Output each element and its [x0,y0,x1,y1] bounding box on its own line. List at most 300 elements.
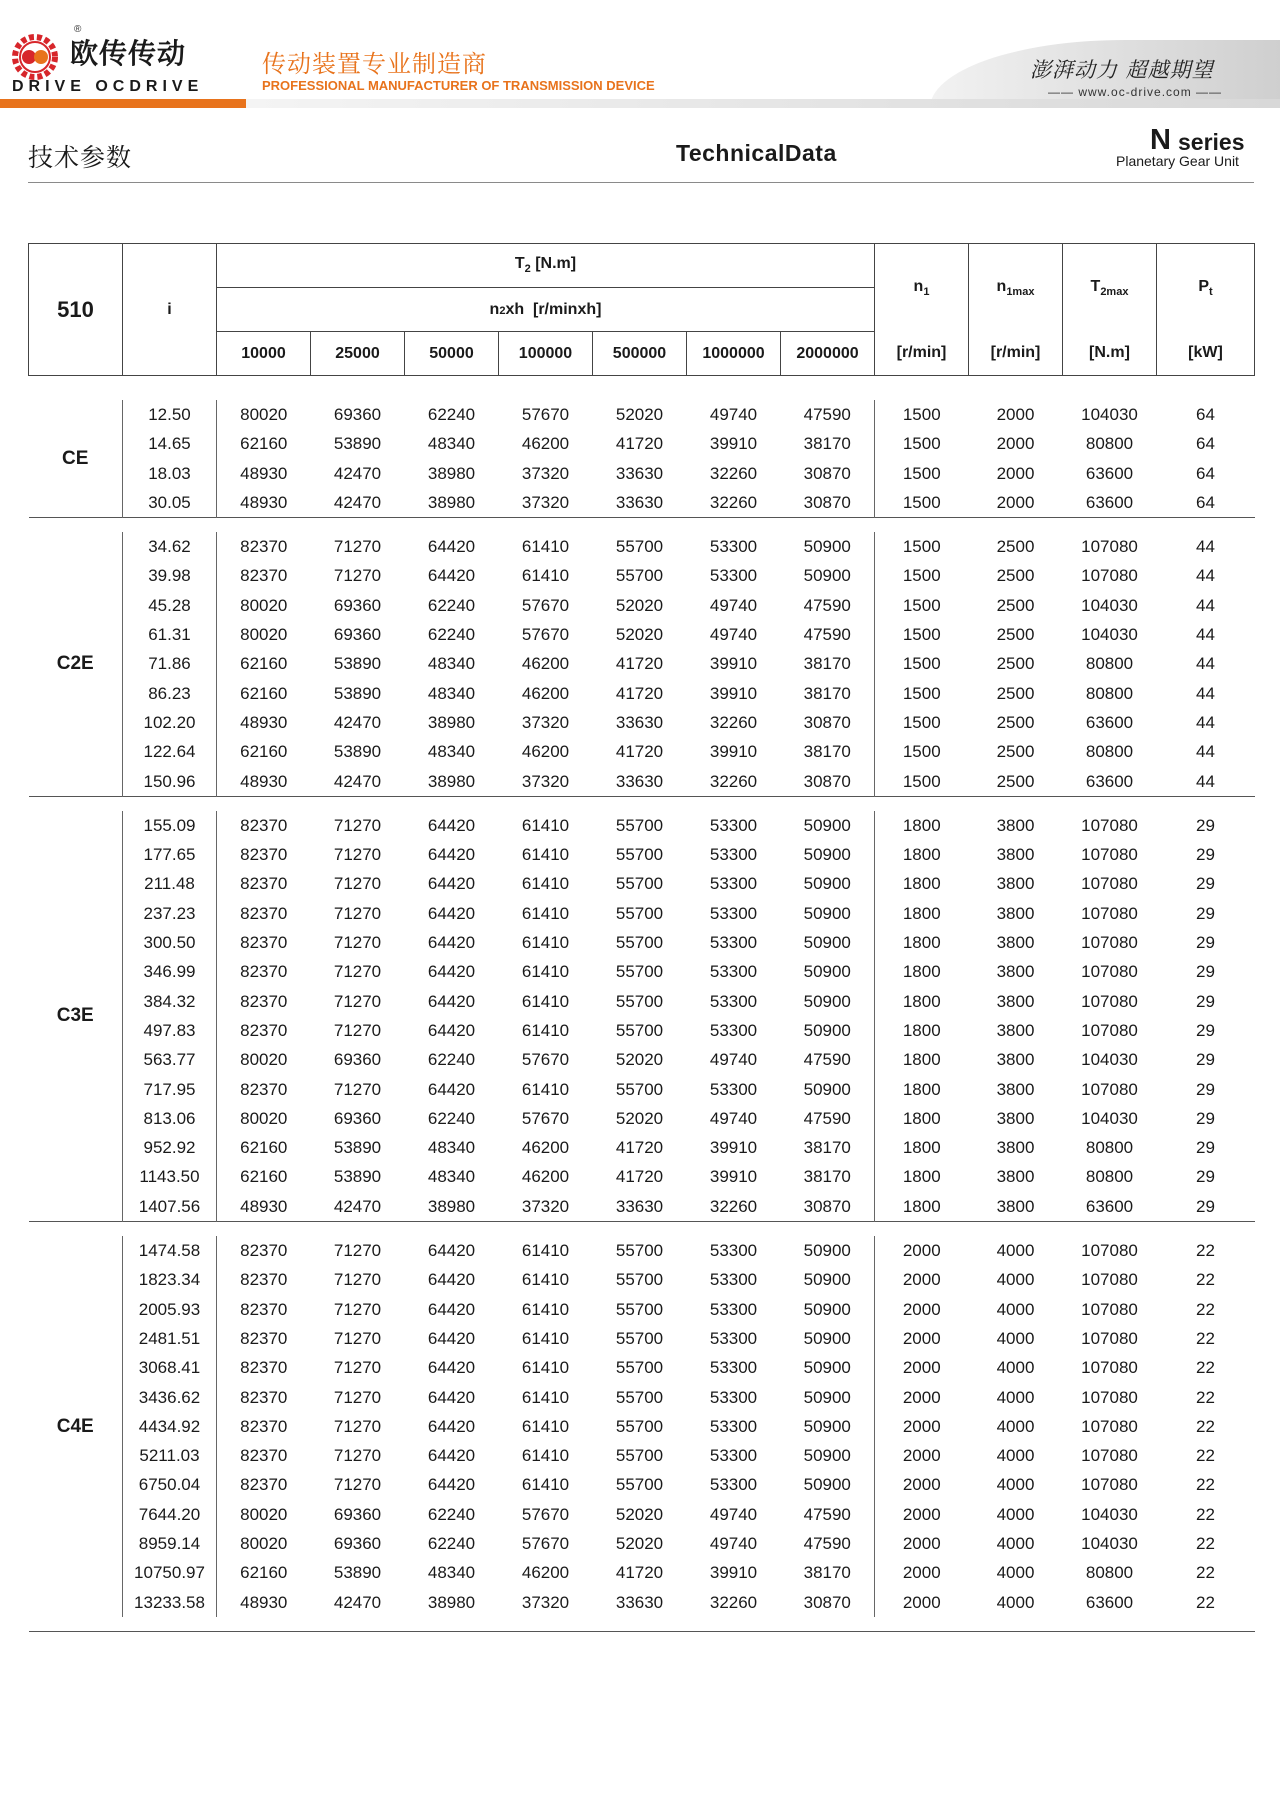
table-row [29,488,1255,518]
spacer-cell [875,1617,969,1632]
spacer-cell [311,376,405,401]
ratio-cell: 1143.50 [123,1162,217,1191]
torque-cell: 55700 [615,815,664,835]
t2max-cell: 107080 [1081,1446,1138,1466]
torque-cell: 53300 [709,1270,758,1290]
t2max-cell: 104030 [1081,1504,1138,1524]
t2max-cell: 107080 [1081,537,1138,557]
n1-cell: 1500 [875,400,969,429]
n1-cell: 2000 [875,1353,969,1382]
torque-cell: 53300 [709,991,758,1011]
torque-cell: 33630 [615,771,664,791]
torque-cell: 33630 [615,492,664,512]
spacer-cell [29,796,123,811]
torque-cell: 57670 [521,1533,570,1553]
series-word: series [1178,129,1245,155]
torque-cell: 64420 [427,1387,476,1407]
torque-cell: 61410 [521,845,570,865]
torque-cell: 53300 [709,874,758,894]
n1max-cell: 2500 [996,595,1035,615]
group-label: C4E [56,1415,94,1437]
group-spacer [29,376,1255,401]
website-url[interactable]: —— www.oc-drive.com —— [1048,85,1223,99]
table-row [29,429,1255,458]
torque-cell: 80020 [217,1529,311,1558]
n1-cell: 2000 [875,1558,969,1587]
torque-cell: 50900 [803,1299,851,1319]
t2max-cell: 63600 [1085,492,1134,512]
ratio-cell: 10750.97 [123,1558,217,1587]
spacer-cell [875,518,969,533]
hours-header-100000: 100000 [499,332,593,376]
pt-cell: 22 [1196,1592,1215,1612]
spacer-cell [123,1617,217,1632]
n1-cell: 1500 [875,488,969,518]
torque-cell: 42470 [333,771,382,791]
torque-cell: 64420 [427,815,476,835]
n1-cell: 1500 [875,767,969,797]
pt-cell: 22 [1196,1504,1215,1524]
ratio-cell: 5211.03 [123,1441,217,1470]
table-row [29,532,1255,561]
t2max-cell: 107080 [1081,1328,1138,1348]
torque-cell: 53300 [709,1475,758,1495]
torque-cell: 61410 [521,933,570,953]
torque-cell: 61410 [521,537,570,557]
t2max-unit: [N.m] [1063,332,1157,376]
torque-cell: 38170 [803,434,851,454]
spacer-cell [781,796,875,811]
table-row [29,679,1255,708]
torque-cell: 48930 [217,1192,311,1222]
torque-cell: 64420 [427,845,476,865]
ratio-cell: 2481.51 [123,1324,217,1353]
torque-cell: 41720 [615,1138,664,1158]
torque-cell: 33630 [615,463,664,483]
pt-cell: 64 [1196,463,1215,483]
torque-cell: 52020 [615,1108,664,1128]
torque-cell: 53890 [333,1563,382,1583]
n1max-cell: 2500 [996,742,1035,762]
table-row [29,708,1255,737]
hours-header-500000: 500000 [593,332,687,376]
group-label: CE [62,447,89,469]
ratio-cell: 18.03 [123,459,217,488]
torque-cell: 62240 [427,1108,476,1128]
n1max-cell: 4000 [996,1533,1035,1553]
spacer-cell [499,796,593,811]
torque-cell: 38980 [427,463,476,483]
torque-cell: 64420 [427,1416,476,1436]
torque-cell: 82370 [217,1383,311,1412]
pt-cell: 44 [1196,566,1215,586]
spacer-cell [499,376,593,401]
n1max-cell: 3800 [996,1138,1035,1158]
spacer-cell [1063,796,1157,811]
spacer-cell [969,1617,1063,1632]
ratio-cell: 177.65 [123,840,217,869]
torque-cell: 69360 [333,1533,382,1553]
spacer-cell [593,376,687,401]
torque-cell: 55700 [615,1416,664,1436]
title-divider [28,182,1254,183]
n1max-cell: 4000 [996,1416,1035,1436]
torque-cell: 57670 [521,625,570,645]
pt-cell: 22 [1196,1299,1215,1319]
torque-cell: 48340 [427,434,476,454]
torque-cell: 71270 [333,1299,382,1319]
torque-cell: 37320 [521,771,570,791]
logo-chinese-name: 欧传传动 [70,37,187,70]
n1-cell: 1500 [875,737,969,766]
torque-cell: 62240 [427,1533,476,1553]
n1max-cell: 4000 [996,1299,1035,1319]
torque-cell: 82370 [217,1075,311,1104]
torque-cell: 62240 [427,595,476,615]
n1-cell: 2000 [875,1412,969,1441]
torque-cell: 50900 [803,1416,851,1436]
n1max-cell: 2500 [996,712,1035,732]
torque-cell: 55700 [615,1446,664,1466]
spacer-cell [29,376,123,401]
torque-cell: 55700 [615,1299,664,1319]
t2max-cell: 107080 [1081,903,1138,923]
t2max-cell: 80800 [1085,683,1134,703]
spacer-cell [217,376,311,401]
torque-cell: 62160 [217,1162,311,1191]
t2max-cell: 63600 [1085,1196,1134,1216]
torque-cell: 80020 [217,591,311,620]
spacer-cell [217,1222,311,1237]
torque-cell: 64420 [427,1241,476,1261]
torque-cell: 61410 [521,1020,570,1040]
ratio-cell: 813.06 [123,1104,217,1133]
ratio-cell: 4434.92 [123,1412,217,1441]
n1-cell: 2000 [875,1324,969,1353]
n1-cell: 1800 [875,1016,969,1045]
n1max-cell: 4000 [996,1563,1035,1583]
torque-cell: 53300 [709,1079,758,1099]
t2max-cell: 104030 [1081,1050,1138,1070]
torque-cell: 48930 [217,1588,311,1617]
torque-cell: 39910 [709,742,758,762]
torque-cell: 64420 [427,566,476,586]
torque-cell: 80020 [217,620,311,649]
col-ratio-header: i [123,244,217,376]
torque-cell: 50900 [803,1079,851,1099]
ratio-cell: 384.32 [123,987,217,1016]
torque-cell: 49740 [709,405,758,424]
torque-cell: 49740 [709,1050,758,1070]
spacer-cell [969,1222,1063,1237]
t2max-cell: 107080 [1081,815,1138,835]
torque-cell: 46200 [521,654,570,674]
table-row [29,1133,1255,1162]
torque-cell: 48340 [427,1563,476,1583]
n1max-cell: 2500 [996,683,1035,703]
website-text: www.oc-drive.com [1078,85,1192,99]
n1-cell: 2000 [875,1588,969,1617]
t2max-cell: 107080 [1081,1387,1138,1407]
spacer-cell [311,518,405,533]
pt-cell: 44 [1196,712,1215,732]
torque-cell: 42470 [333,1592,382,1612]
ratio-cell: 563.77 [123,1045,217,1074]
torque-cell: 48340 [427,683,476,703]
n1max-cell: 3800 [996,1050,1035,1070]
torque-cell: 41720 [615,1167,664,1187]
pt-cell: 29 [1196,991,1215,1011]
torque-cell: 55700 [615,1241,664,1261]
torque-cell: 55700 [615,1079,664,1099]
torque-cell: 30870 [803,1592,851,1612]
n1-cell: 2000 [875,1470,969,1499]
ratio-cell: 8959.14 [123,1529,217,1558]
n1-cell: 1800 [875,899,969,928]
torque-cell: 47590 [803,595,851,615]
pt-cell: 64 [1196,492,1215,512]
torque-cell: 53300 [709,1446,758,1466]
model-number: 510 [29,244,123,376]
slogan: 澎湃动力 超越期望 [1030,58,1214,82]
pt-cell: 22 [1196,1563,1215,1583]
spacer-cell [1157,796,1255,811]
torque-cell: 39910 [709,434,758,454]
torque-cell: 50900 [803,1020,851,1040]
n1max-cell: 2000 [996,463,1035,483]
table-row [29,1045,1255,1074]
torque-cell: 61410 [521,815,570,835]
torque-cell: 38980 [427,492,476,512]
torque-cell: 52020 [615,625,664,645]
torque-cell: 71270 [333,537,382,557]
ratio-cell: 3068.41 [123,1353,217,1382]
torque-cell: 82370 [217,532,311,561]
n1-cell: 1500 [875,620,969,649]
n1-cell: 1800 [875,840,969,869]
table-row [29,1441,1255,1470]
t2max-cell: 80800 [1085,654,1134,674]
torque-cell: 71270 [333,1270,382,1290]
spacer-cell [311,1222,405,1237]
pt-cell: 64 [1196,434,1215,454]
torque-cell: 50900 [803,1446,851,1466]
torque-cell: 55700 [615,845,664,865]
pt-cell: 22 [1196,1533,1215,1553]
spacer-cell [123,376,217,401]
torque-cell: 37320 [521,1196,570,1216]
t2max-cell: 107080 [1081,1475,1138,1495]
torque-cell: 71270 [333,845,382,865]
torque-cell: 53890 [333,1167,382,1187]
torque-cell: 53300 [709,845,758,865]
torque-cell: 61410 [521,1358,570,1378]
ratio-cell: 61.31 [123,620,217,649]
n1-cell: 1800 [875,928,969,957]
pt-cell: 29 [1196,815,1215,835]
torque-cell: 53300 [709,566,758,586]
torque-cell: 50900 [803,874,851,894]
torque-cell: 53890 [333,742,382,762]
torque-cell: 82370 [217,1353,311,1382]
torque-cell: 61410 [521,1475,570,1495]
torque-cell: 61410 [521,1416,570,1436]
t2max-cell: 107080 [1081,566,1138,586]
n1max-cell: 4000 [996,1328,1035,1348]
table-row [29,1104,1255,1133]
spacer-cell [593,1617,687,1632]
table-row [29,1588,1255,1617]
n1max-cell: 3800 [996,962,1035,982]
n1-cell: 1500 [875,459,969,488]
table-body [29,376,1255,1632]
pt-cell: 29 [1196,903,1215,923]
n1max-cell: 3800 [996,1079,1035,1099]
torque-cell: 48340 [427,742,476,762]
hours-header-1000000: 1000000 [687,332,781,376]
torque-cell: 32260 [709,1592,758,1612]
spacer-cell [405,1222,499,1237]
n1-cell: 1500 [875,591,969,620]
ratio-cell: 6750.04 [123,1470,217,1499]
torque-cell: 38980 [427,1196,476,1216]
ratio-cell: 34.62 [123,532,217,561]
spacer-cell [1063,518,1157,533]
spacer-cell [1063,376,1157,401]
torque-cell: 41720 [615,1563,664,1583]
pt-cell: 22 [1196,1446,1215,1466]
torque-cell: 61410 [521,1299,570,1319]
torque-cell: 82370 [217,840,311,869]
torque-cell: 47590 [803,1108,851,1128]
pt-cell: 29 [1196,1050,1215,1070]
logo-english-name: DRIVE OCDRIVE [12,78,204,95]
spacer-cell [1063,1222,1157,1237]
n1-cell: 1500 [875,708,969,737]
torque-cell: 62240 [427,1504,476,1524]
spacer-cell [1157,518,1255,533]
torque-cell: 71270 [333,1241,382,1261]
torque-cell: 82370 [217,811,311,840]
n1-cell: 1800 [875,1192,969,1222]
torque-cell: 30870 [803,771,851,791]
spacer-cell [969,796,1063,811]
table-row [29,649,1255,678]
torque-cell: 71270 [333,1358,382,1378]
n1-cell: 2000 [875,1295,969,1324]
torque-cell: 57670 [521,1504,570,1524]
spacer-cell [123,518,217,533]
table-row [29,957,1255,986]
torque-cell: 50900 [803,815,851,835]
t2max-cell: 63600 [1085,1592,1134,1612]
t2max-cell: 80800 [1085,434,1134,454]
n1-cell: 1800 [875,1104,969,1133]
torque-cell: 39910 [709,1563,758,1583]
torque-cell: 50900 [803,537,851,557]
table-row [29,1558,1255,1587]
torque-cell: 64420 [427,1328,476,1348]
torque-cell: 55700 [615,903,664,923]
n1-cell: 1500 [875,561,969,590]
pt-cell: 22 [1196,1387,1215,1407]
torque-cell: 38170 [803,1138,851,1158]
t2max-cell: 107080 [1081,1416,1138,1436]
torque-cell: 80020 [217,1104,311,1133]
torque-cell: 50900 [803,933,851,953]
t2max-cell: 104030 [1081,595,1138,615]
torque-cell: 39910 [709,654,758,674]
spacer-cell [1063,1617,1157,1632]
torque-cell: 64420 [427,991,476,1011]
torque-cell: 50900 [803,1475,851,1495]
torque-cell: 38980 [427,1592,476,1612]
torque-cell: 53300 [709,1020,758,1040]
torque-cell: 61410 [521,1387,570,1407]
torque-cell: 50900 [803,1270,851,1290]
torque-cell: 69360 [333,595,382,615]
torque-cell: 46200 [521,434,570,454]
torque-cell: 71270 [333,991,382,1011]
ratio-cell: 14.65 [123,429,217,458]
table-row [29,899,1255,928]
n1-cell: 1800 [875,957,969,986]
n1-cell: 1800 [875,1133,969,1162]
n1max-cell: 3800 [996,991,1035,1011]
n1max-cell: 3800 [996,1108,1035,1128]
torque-cell: 53300 [709,903,758,923]
torque-cell: 64420 [427,903,476,923]
torque-cell: 38170 [803,1563,851,1583]
group-spacer [29,796,1255,811]
torque-cell: 61410 [521,1328,570,1348]
torque-cell: 62160 [217,649,311,678]
spacer-cell [29,1222,123,1237]
torque-cell: 82370 [217,869,311,898]
torque-cell: 38170 [803,654,851,674]
torque-cell: 57670 [521,1108,570,1128]
pt-cell: 29 [1196,1167,1215,1187]
n1-cell: 1800 [875,1075,969,1104]
n2xh-header: n2xh [r/minxh] [217,288,875,332]
table-row [29,737,1255,766]
n1-cell: 2000 [875,1383,969,1412]
pt-cell: 22 [1196,1241,1215,1261]
spacer-cell [781,376,875,401]
torque-cell: 64420 [427,874,476,894]
t2max-cell: 107080 [1081,845,1138,865]
n1-cell: 1500 [875,679,969,708]
series-letter: N [1150,124,1171,156]
pt-cell: 44 [1196,654,1215,674]
ratio-cell: 1407.56 [123,1192,217,1222]
torque-cell: 47590 [803,1504,851,1524]
table-row [29,591,1255,620]
ratio-cell: 1474.58 [123,1236,217,1265]
n1max-cell: 3800 [996,1167,1035,1187]
torque-cell: 62160 [217,737,311,766]
torque-cell: 47590 [803,1533,851,1553]
torque-cell: 55700 [615,1328,664,1348]
torque-cell: 41720 [615,434,664,454]
group-spacer [29,518,1255,533]
torque-cell: 57670 [521,1050,570,1070]
t2-header: $T_2$ [N.m] [217,244,875,288]
torque-cell: 39910 [709,1167,758,1187]
n1max-cell: 2500 [996,771,1035,791]
t2max-cell: 63600 [1085,463,1134,483]
ratio-cell: 13233.58 [123,1588,217,1617]
